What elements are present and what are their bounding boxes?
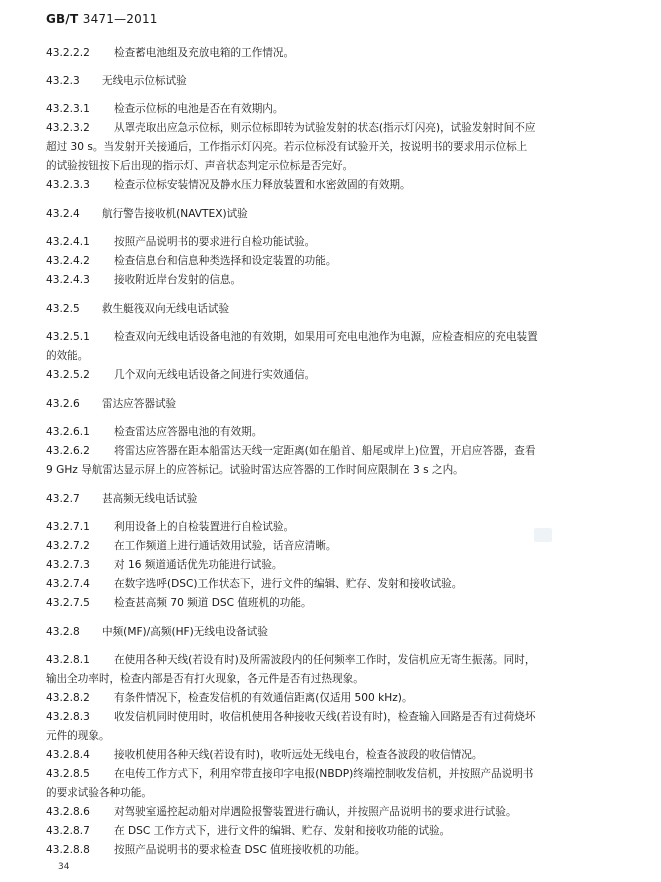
watermark-stamp [534, 528, 552, 542]
clause-item [46, 803, 610, 822]
clause-number: 43.2.8.1 [46, 654, 90, 666]
clause-text: 9 GHz 导航雷达显示屏上的应答标记。试验时雷达应答器的工作时间应限制在 3 s 之内。 [46, 464, 464, 476]
paragraph-continuation [46, 461, 610, 480]
clause-text: 救生艇筏双向无线电话试验 [102, 303, 230, 315]
clause-item [46, 252, 610, 271]
clause-number: 43.2.6 [46, 398, 80, 410]
clause-text: 超过 30 s。当发射开关接通后，工作指示灯闪亮。若示位标没有试验开关，按说明书的要求用示位标上 [46, 141, 528, 153]
clause-number: 43.2.3 [46, 75, 80, 87]
clause-number: 43.2.7.5 [46, 597, 90, 609]
clause-text: 输出全功率时，检查内部是否有打火现象，各元件是否有过热现象。 [46, 673, 364, 685]
clause-number: 43.2.7.4 [46, 578, 90, 590]
clause-number: 43.2.5.1 [46, 331, 90, 343]
clause-text: 对 16 频道通话优先功能进行试验。 [114, 559, 283, 571]
section-heading [46, 205, 610, 224]
clause-number: 43.2.6.1 [46, 426, 90, 438]
clause-item [46, 100, 610, 119]
clause-text: 检查雷达应答器电池的有效期。 [114, 426, 263, 438]
clause-text: 检查双向无线电话设备电池的有效期，如果用可充电电池作为电源，应检查相应的充电装置 [114, 331, 538, 343]
clause-text: 在 DSC 工作方式下，进行文件的编辑、贮存、发射和接收功能的试验。 [114, 825, 451, 837]
clause-item [46, 366, 610, 385]
clause-text: 在工作频道上进行通话效用试验，话音应清晰。 [114, 540, 337, 552]
clause-text: 收发信机同时使用时，收信机使用各种接收天线(若设有时)，检查输入回路是否有过荷烧坏 [114, 711, 536, 723]
clause-text: 按照产品说明书的要求进行自检功能试验。 [114, 236, 316, 248]
clause-item [46, 518, 610, 537]
clause-text: 将雷达应答器在距本船雷达天线一定距离(如在船首、船尾或岸上)位置，开启应答器，查看 [114, 445, 536, 457]
clause-text: 的效能。 [46, 350, 89, 362]
clause-text: 在电传工作方式下，利用窄带直接印字电报(NBDP)终端控制收发信机，并按照产品说明书 [114, 768, 534, 780]
section-heading [46, 623, 610, 642]
paragraph-continuation [46, 784, 610, 803]
clause-text: 雷达应答器试验 [102, 398, 177, 410]
clause-text: 的要求试验各种功能。 [46, 787, 152, 799]
clause-number: 43.2.8.4 [46, 749, 90, 761]
clause-number: 43.2.3.3 [46, 179, 90, 191]
standard-number: 3471—2011 [82, 12, 158, 26]
clause-text: 几个双向无线电话设备之间进行实效通信。 [114, 369, 316, 381]
clause-item [46, 689, 610, 708]
clause-text: 接收附近岸台发射的信息。 [114, 274, 242, 286]
clause-text: 从罩壳取出应急示位标，则示位标即转为试验发射的状态(指示灯闪亮)，试验发射时间不应 [114, 122, 536, 134]
clause-text: 元件的现象。 [46, 730, 110, 742]
clause-number: 43.2.6.2 [46, 445, 90, 457]
clause-text: 在数字选呼(DSC)工作状态下，进行文件的编辑、贮存、发射和接收试验。 [114, 578, 463, 590]
clause-item [46, 841, 610, 860]
clause-text: 甚高频无线电话试验 [102, 493, 198, 505]
clause-number: 43.2.8.8 [46, 844, 90, 856]
clause-text: 航行警告接收机(NAVTEX)试验 [102, 208, 248, 220]
clause-item [46, 765, 610, 784]
clause-text: 利用设备上的自检装置进行自检试验。 [114, 521, 295, 533]
clause-text: 检查甚高频 70 频道 DSC 值班机的功能。 [114, 597, 312, 609]
clause-item [46, 442, 610, 461]
paragraph-continuation [46, 138, 610, 157]
clause-number: 43.2.3.1 [46, 103, 90, 115]
clause-number: 43.2.8.7 [46, 825, 90, 837]
clause-number: 43.2.5 [46, 303, 80, 315]
clause-number: 43.2.2.2 [46, 47, 90, 59]
clause-number: 43.2.4.2 [46, 255, 90, 267]
clause-number: 43.2.7.2 [46, 540, 90, 552]
clause-item [46, 271, 610, 290]
clause-number: 43.2.4.1 [46, 236, 90, 248]
clause-number: 43.2.8.3 [46, 711, 90, 723]
clause-text: 检查示位标的电池是否在有效期内。 [114, 103, 284, 115]
clause-item [46, 556, 610, 575]
clause-text: 检查信息台和信息种类选择和设定装置的功能。 [114, 255, 337, 267]
clause-item [46, 651, 610, 670]
clause-number: 43.2.8.6 [46, 806, 90, 818]
clause-item [46, 822, 610, 841]
paragraph-continuation [46, 727, 610, 746]
clause-text: 对驾驶室遥控起动船对岸遇险报警装置进行确认，并按照产品说明书的要求进行试验。 [114, 806, 517, 818]
clause-number: 43.2.7.3 [46, 559, 90, 571]
clause-number: 43.2.4.3 [46, 274, 90, 286]
clause-text: 无线电示位标试验 [102, 75, 187, 87]
standard-code-header [46, 12, 158, 26]
clause-text: 按照产品说明书的要求检查 DSC 值班接收机的功能。 [114, 844, 366, 856]
page-number: 34 [58, 862, 70, 872]
section-heading [46, 300, 610, 319]
clause-number: 43.2.4 [46, 208, 80, 220]
clause-text: 有条件情况下，检查发信机的有效通信距离(仅适用 500 kHz)。 [114, 692, 413, 704]
clause-text: 检查示位标安装情况及静水压力释放装置和水密敛固的有效期。 [114, 179, 411, 191]
clause-item [46, 575, 610, 594]
clause-item [46, 746, 610, 765]
standard-prefix: GB/T [46, 12, 79, 26]
clause-number: 43.2.3.2 [46, 122, 90, 134]
clause-text: 的试验按钮按下后出现的指示灯、声音状态判定示位标是否完好。 [46, 160, 354, 172]
clause-text: 检查蓄电池组及充放电箱的工作情况。 [114, 47, 295, 59]
clause-number: 43.2.5.2 [46, 369, 90, 381]
paragraph-continuation [46, 157, 610, 176]
clause-text: 接收机使用各种天线(若设有时)，收听远处无线电台，检查各波段的收信情况。 [114, 749, 483, 761]
clause-number: 43.2.8 [46, 626, 80, 638]
clause-item [46, 119, 610, 138]
clause-number: 43.2.7.1 [46, 521, 90, 533]
section-heading [46, 395, 610, 414]
clause-item [46, 537, 610, 556]
clause-text: 中频(MF)/高频(HF)无线电设备试验 [102, 626, 268, 638]
paragraph-continuation [46, 670, 610, 689]
clause-number: 43.2.8.5 [46, 768, 90, 780]
paragraph-continuation [46, 347, 610, 366]
clause-item [46, 708, 610, 727]
clause-item [46, 44, 610, 63]
clause-number: 43.2.7 [46, 493, 80, 505]
clause-number: 43.2.8.2 [46, 692, 90, 704]
clause-text: 在使用各种天线(若设有时)及所需波段内的任何频率工作时，发信机应无寄生振荡。同时， [114, 654, 536, 666]
clause-item [46, 423, 610, 442]
clause-item [46, 176, 610, 195]
clause-item [46, 233, 610, 252]
clause-item [46, 594, 610, 613]
section-heading [46, 72, 610, 91]
section-heading [46, 490, 610, 509]
clause-item [46, 328, 610, 347]
